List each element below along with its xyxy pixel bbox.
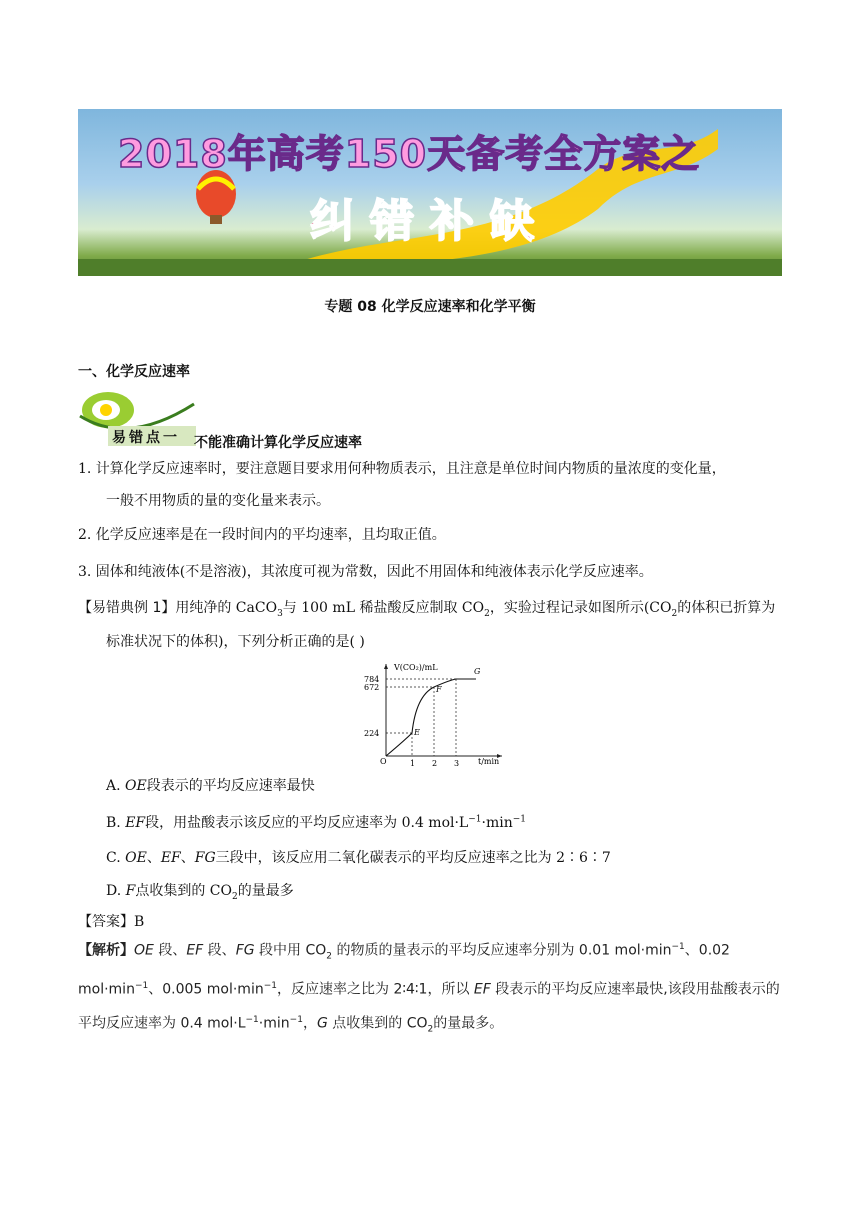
graph-x-tick-1: 1 (410, 759, 416, 768)
option-b-letter: B. (106, 815, 126, 831)
example-question-line-2: 标准状况下的体积)，下列分析正确的是( ) (106, 634, 365, 650)
graph-y-tick-672: 672 (364, 683, 380, 692)
analysis-point-g: G (316, 1015, 328, 1032)
q-text-3: ，实验过程记录如图所示(CO (489, 600, 672, 616)
graph-point-g: G (474, 667, 481, 676)
option-c-letter: C. (106, 850, 126, 866)
analysis-text-10: ， (302, 1015, 317, 1032)
q-text-4: 的体积已折算为 (677, 600, 776, 616)
analysis-text-5: 、0.02 mol·min (78, 942, 730, 999)
graph-x-label: t/min (478, 757, 500, 766)
topic-title: 专题 08 化学反应速率和化学平衡 (324, 299, 536, 315)
graph-point-e: E (414, 728, 420, 737)
analysis-sup-1: −1 (671, 942, 685, 952)
option-b-sup-2: −1 (512, 814, 527, 825)
analysis-text-11: 点收集到的 CO (327, 1015, 428, 1032)
badge-label: 易错点一 (112, 430, 180, 446)
option-c-seg-ef: EF (160, 850, 181, 866)
analysis-sub-1: 2 (326, 951, 333, 962)
option-d-sub: 2 (232, 891, 238, 902)
section-heading: 一、化学反应速率 (78, 364, 190, 380)
banner-subtitle: 纠错补缺 (310, 196, 550, 247)
option-d-text-1: 点收集到的 CO (135, 883, 232, 899)
option-d (106, 880, 294, 902)
graph-y-tick-784: 784 (364, 675, 380, 684)
option-c-sep-2: 、 (180, 850, 195, 866)
point-1-line-2: 一般不用物质的量的变化量来表示。 (106, 493, 330, 509)
option-a-segment: OE (125, 778, 147, 794)
option-a-letter: A. (106, 778, 126, 794)
analysis-sup-3: −1 (263, 981, 277, 992)
option-b-unit: ·min (481, 815, 513, 831)
banner-title: 2018年高考150天备考全方案之 (118, 132, 701, 176)
analysis-text-7: ，反应速率之比为 2∶4∶1，所以 (277, 982, 474, 999)
point-1-line-1: 1. 计算化学反应速率时，要注意题目要求用何种物质表示，且注意是单位时间内物质的量浓度的变化量， (78, 461, 726, 477)
option-c-seg-fg: FG (194, 850, 216, 866)
graph-point-f: F (436, 685, 442, 694)
q-sub-3: 2 (671, 608, 678, 619)
header-banner (78, 109, 782, 276)
option-c-seg-oe: OE (125, 850, 147, 866)
graph-y-tick-224: 224 (364, 729, 380, 738)
answer: 【答案】B (78, 914, 145, 930)
analysis-text-12: 的量最多。 (433, 1015, 504, 1032)
graph-y-label: V(CO₂)/mL (394, 663, 438, 672)
graph-x-tick-2: 2 (432, 759, 438, 768)
analysis-text-3: 段中用 CO (254, 942, 327, 959)
example-question-line-1 (78, 597, 775, 619)
analysis-sup-2: −1 (134, 981, 149, 992)
analysis-sup-5: −1 (289, 1015, 303, 1026)
option-c-text: 三段中，该反应用二氧化碳表示的平均反应速率之比为 2∶6∶7 (215, 850, 611, 866)
analysis-text-9: ·min (258, 1015, 290, 1032)
option-b-sup-1: −1 (468, 814, 482, 825)
q-text-2: 与 100 mL 稀盐酸反应制取 CO (282, 600, 485, 616)
analysis-sup-4: −1 (245, 1015, 259, 1026)
q-sub-1: 3 (277, 608, 283, 619)
analysis-seg-ef-2: EF (473, 982, 491, 999)
graph-origin: O (380, 757, 387, 766)
option-d-letter: D. (106, 883, 126, 899)
option-d-point: F (125, 883, 136, 899)
analysis-seg-oe: OE (134, 942, 154, 959)
analysis-label: 【解析】 (78, 942, 134, 959)
analysis-text-8: 段表示的平均反应速率最快,该段用盐酸表示的平均反应速率为 0.4 mol·L (78, 982, 780, 1032)
q-sub-2: 2 (484, 608, 490, 619)
point-2: 2. 化学反应速率是在一段时间内的平均速率，且均取正值。 (78, 527, 446, 543)
error-point-badge (78, 386, 196, 448)
analysis-seg-ef: EF (186, 942, 204, 959)
analysis-sub-2: 2 (427, 1024, 434, 1035)
point-title: 不能准确计算化学反应速率 (194, 435, 362, 451)
analysis-text-1: 段、 (153, 942, 187, 959)
option-b (106, 812, 526, 832)
volume-time-graph (350, 660, 510, 770)
option-a (106, 775, 315, 795)
analysis-text-6: 、0.005 mol·min (148, 982, 264, 999)
option-c (106, 847, 611, 867)
option-c-sep-1: 、 (146, 850, 161, 866)
q-text-1: 用纯净的 CaCO (175, 600, 278, 616)
option-d-text-2: 的量最多 (237, 883, 294, 899)
option-b-text: 段，用盐酸表示该反应的平均反应速率为 0.4 mol·L (145, 815, 469, 831)
analysis-paragraph (78, 932, 782, 1045)
point-3: 3. 固体和纯液体(不是溶液)，其浓度可视为常数，因此不用固体和纯液体表示化学反应速率。 (78, 564, 653, 580)
example-label: 【易错典例 1】 (78, 600, 176, 616)
analysis-text-2: 段、 (203, 942, 236, 959)
analysis-text-4: 的物质的量表示的平均反应速率分别为 0.01 mol·min (332, 942, 672, 959)
graph-x-tick-3: 3 (454, 759, 460, 768)
option-a-text: 段表示的平均反应速率最快 (146, 778, 315, 794)
analysis-seg-fg: FG (235, 942, 255, 959)
option-b-segment: EF (125, 815, 146, 831)
